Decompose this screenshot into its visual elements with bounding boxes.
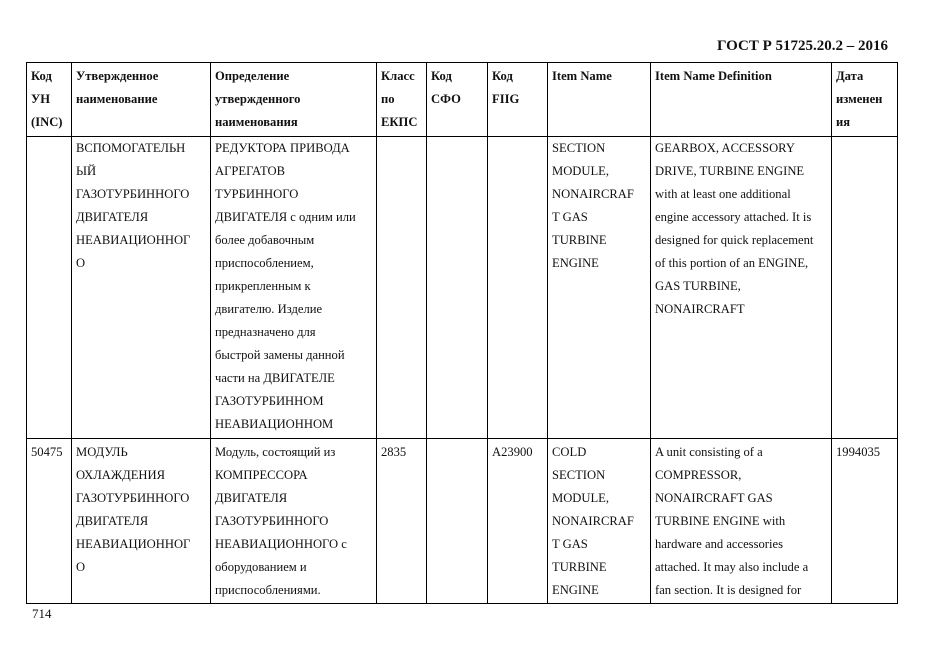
cell-text-line: GEARBOX, ACCESSORY (655, 141, 795, 155)
cell-text-line: COMPRESSOR, (655, 468, 742, 482)
cell-text-line: (INC) (31, 115, 63, 129)
cell-text-line: изменен (836, 92, 883, 106)
cell-inc-code (27, 439, 72, 604)
cell-text-line: Дата (836, 69, 864, 83)
cell-text-line: МОДУЛЬ (76, 445, 128, 459)
cell-text-line: NONAIRCRAFT GAS (655, 491, 773, 505)
cell-text-line: MODULE, (552, 491, 610, 505)
cell-text-line: SECTION (552, 141, 606, 155)
cell-text-line: О (76, 256, 86, 270)
cell-text-line: ЕКПС (381, 115, 418, 129)
cell-text-line: НЕАВИАЦИОННОГО с (215, 537, 347, 551)
cell-sfo-code (427, 439, 488, 604)
cell-text-line: Утвержденное (76, 69, 159, 83)
cell-text-line: hardware and accessories (655, 537, 783, 551)
cell-text-line: УН (31, 92, 51, 106)
cell-text-line: наименование (76, 92, 158, 106)
cell-text-line: прикрепленным к (215, 279, 311, 293)
cell-text-line: Item Name (552, 69, 612, 83)
cell-text-line: приспособлениями. (215, 583, 321, 597)
cell-text-line: РЕДУКТОРА ПРИВОДА (215, 141, 350, 155)
header-cell-ekps-class (377, 63, 427, 137)
table-row (27, 439, 898, 604)
cell-sfo-code (427, 137, 488, 439)
cell-text-line: ГАЗОТУРБИННОГО (76, 187, 190, 201)
cell-text-line: СФО (431, 92, 461, 106)
cell-text-line: приспособлением, (215, 256, 314, 270)
cell-text-line: ОХЛАЖДЕНИЯ (76, 468, 165, 482)
header-cell-sfo-code (427, 63, 488, 137)
cell-text-line: engine accessory attached. It is (655, 210, 812, 224)
cell-text-line: TURBINE ENGINE with (655, 514, 786, 528)
cell-text-line: ENGINE (552, 256, 599, 270)
cell-text-line: НЕАВИАЦИОННОМ (215, 417, 334, 431)
cell-text-line: ГАЗОТУРБИННОМ (215, 394, 324, 408)
cell-text-line: A23900 (492, 445, 533, 459)
cell-text-line: Модуль, состоящий из (215, 445, 336, 459)
cell-ekps-class (377, 439, 427, 604)
cell-text-line: двигателю. Изделие (215, 302, 323, 316)
cell-text-line: FIIG (492, 92, 520, 106)
cell-text-line: ГАЗОТУРБИННОГО (215, 514, 329, 528)
header-cell-name-definition (211, 63, 377, 137)
cell-item-name-definition (651, 439, 832, 604)
cell-text-line: COLD (552, 445, 587, 459)
header-cell-approved-name (72, 63, 211, 137)
cell-text-line: ГАЗОТУРБИННОГО (76, 491, 190, 505)
header-cell-item-name-definition (651, 63, 832, 137)
cell-text-line: T GAS (552, 210, 588, 224)
cell-text-line: ДВИГАТЕЛЯ (76, 514, 149, 528)
cell-item-name-definition (651, 137, 832, 439)
cell-text-line: предназначено для (215, 325, 316, 339)
cell-inc-code (27, 137, 72, 439)
header-cell-item-name (548, 63, 651, 137)
header-cell-inc-code (27, 63, 72, 137)
cell-text-line: GAS TURBINE, (655, 279, 741, 293)
document-header: ГОСТ Р 51725.20.2 – 2016 (716, 38, 888, 54)
cell-text-line: быстрой замены данной (215, 348, 345, 362)
cell-text-line: DRIVE, TURBINE ENGINE (655, 164, 805, 178)
cell-text-line: ТУРБИННОГО (215, 187, 299, 201)
table-row (27, 137, 898, 439)
cell-text-line: наименования (215, 115, 298, 129)
cell-item-name (548, 439, 651, 604)
cell-fiig-code (488, 137, 548, 439)
cell-item-name (548, 137, 651, 439)
cell-text-line: fan section. It is designed for (655, 583, 802, 597)
cell-text-line: with at least one additional (655, 187, 791, 201)
cell-text-line: ДВИГАТЕЛЯ с одним или (215, 210, 356, 224)
cell-text-line: designed for quick replacement (655, 233, 814, 247)
cell-approved-name (72, 137, 211, 439)
cell-text-line: TURBINE (552, 233, 607, 247)
cell-text-line: 50475 (31, 445, 63, 459)
header-cell-change-date (832, 63, 898, 137)
cell-text-line: TURBINE (552, 560, 607, 574)
page-number: 714 (32, 606, 52, 621)
table-header-row (27, 63, 898, 137)
cell-text-line: MODULE, (552, 164, 610, 178)
header-cell-fiig-code (488, 63, 548, 137)
cell-text-line: О (76, 560, 86, 574)
cell-change-date (832, 439, 898, 604)
cell-text-line: ия (836, 115, 851, 129)
cell-text-line: АГРЕГАТОВ (215, 164, 285, 178)
cell-text-line: по (381, 92, 395, 106)
cell-text-line: более добавочным (215, 233, 315, 247)
cell-text-line: части на ДВИГАТЕЛЕ (215, 371, 335, 385)
cell-text-line: Код (431, 69, 452, 83)
cell-text-line: НЕАВИАЦИОННОГ (76, 537, 191, 551)
cell-text-line: Определение (215, 69, 290, 83)
cell-text-line: of this portion of an ENGINE, (655, 256, 809, 270)
cell-change-date (832, 137, 898, 439)
cell-text-line: ЫЙ (76, 164, 97, 178)
cell-text-line: Код (492, 69, 513, 83)
cell-text-line: A unit consisting of a (655, 445, 763, 459)
cell-text-line: ДВИГАТЕЛЯ (215, 491, 288, 505)
cell-text-line: КОМПРЕССОРА (215, 468, 308, 482)
cell-text-line: ВСПОМОГАТЕЛЬН (76, 141, 186, 155)
cell-text-line: 2835 (381, 445, 407, 459)
cell-text-line: attached. It may also include a (655, 560, 809, 574)
cell-text-line: T GAS (552, 537, 588, 551)
cell-text-line: оборудованием и (215, 560, 307, 574)
cell-text-line: утвержденного (215, 92, 301, 106)
cell-text-line: 1994035 (836, 445, 881, 459)
cell-text-line: SECTION (552, 468, 606, 482)
cell-name-definition (211, 439, 377, 604)
cell-text-line: НЕАВИАЦИОННОГ (76, 233, 191, 247)
cell-text-line: NONAIRCRAF (552, 187, 634, 201)
cell-text-line: NONAIRCRAF (552, 514, 634, 528)
data-table (26, 62, 898, 604)
cell-text-line: Класс (381, 69, 415, 83)
cell-text-line: Item Name Definition (655, 69, 772, 83)
cell-text-line: ENGINE (552, 583, 599, 597)
cell-approved-name (72, 439, 211, 604)
cell-name-definition (211, 137, 377, 439)
cell-fiig-code (488, 439, 548, 604)
cell-text-line: NONAIRCRAFT (655, 302, 745, 316)
cell-text-line: ДВИГАТЕЛЯ (76, 210, 149, 224)
cell-ekps-class (377, 137, 427, 439)
cell-text-line: Код (31, 69, 52, 83)
